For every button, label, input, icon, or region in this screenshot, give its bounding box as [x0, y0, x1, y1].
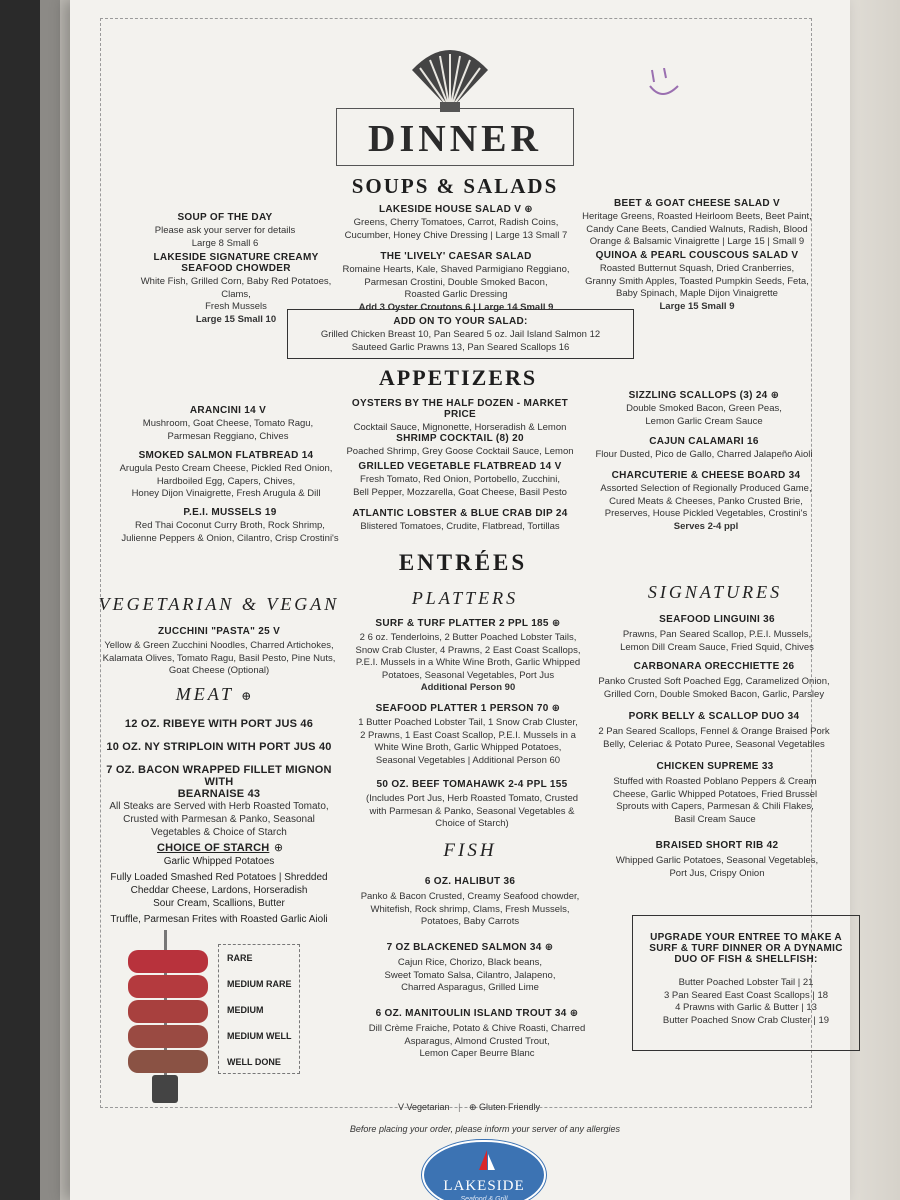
gluten-friendly-icon: ⊕ — [551, 703, 561, 714]
legend-vegetarian: Vegetarian — [406, 1102, 450, 1112]
caesar-name: THE 'LIVELY' CAESAR SALAD — [380, 251, 532, 262]
fillet-name-2: BEARNAISE 43 — [177, 788, 261, 800]
charcuterie-board — [588, 470, 824, 533]
short-rib-name: BRAISED SHORT RIB 42 — [655, 840, 779, 851]
addon-title: ADD ON TO YOUR SALAD: — [393, 316, 528, 327]
legend-gluten: Gluten Friendly — [479, 1102, 541, 1112]
scallops-desc-2: Lemon Garlic Cream Sauce — [645, 415, 763, 427]
mussels-name: P.E.I. MUSSELS 19 — [183, 507, 277, 518]
beet-salad — [572, 198, 822, 249]
vegetarian-icon: V — [773, 198, 780, 209]
vegetarian-icon: V — [554, 461, 562, 472]
ny-striploin: 10 OZ. NY STRIPLOIN WITH PORT JUS 40 — [106, 741, 332, 753]
soup-of-day — [130, 212, 320, 250]
carbonara — [596, 661, 832, 701]
doneness-well-done: WELL DONE — [227, 1057, 281, 1067]
tomahawk-name: 50 OZ. BEEF TOMAHAWK 2-4 PPL 155 — [376, 779, 568, 790]
caesar-price: Add 3 Oyster Croutons 6 | Large 14 Small 9 — [358, 301, 554, 313]
shrimp-name: SHRIMP COCKTAIL (8) 20 — [396, 433, 524, 444]
scallop-shell-icon — [402, 40, 498, 114]
salmon-name — [352, 942, 588, 953]
mussels-desc-2: Julienne Peppers & Onion, Cilantro, Crisp Crostini's — [121, 532, 339, 544]
calamari-name: CAJUN CALAMARI 16 — [649, 436, 759, 447]
surf-turf-desc-5: Additional Person 90 — [420, 682, 516, 693]
quinoa-name — [572, 250, 822, 261]
vegetarian-icon: V — [791, 250, 799, 261]
caesar-desc-1: Romaine Hearts, Kale, Shaved Parmigiano Reggiano, — [342, 264, 570, 275]
beet-salad-name — [572, 198, 822, 209]
charcuterie-desc-4: Serves 2-4 ppl — [673, 520, 739, 532]
charcuterie-name: CHARCUTERIE & CHEESE BOARD 34 — [611, 470, 801, 481]
vegetarian-icon: V — [398, 1102, 405, 1112]
mussels-desc-1: Red Thai Coconut Curry Broth, Rock Shrimp, — [135, 520, 325, 531]
charcuterie-desc-3: Preserves, House Pickled Vegetables, Crostini's — [604, 508, 808, 519]
blackened-salmon — [352, 942, 588, 995]
charcuterie-desc-1: Assorted Selection of Regionally Produced Game, — [600, 483, 812, 494]
veg-flatbread-label: GRILLED VEGETABLE FLATBREAD 14 — [358, 461, 552, 472]
arancini-desc-1: Mushroom, Goat Cheese, Tomato Ragu, — [142, 418, 314, 429]
sizzling-scallops — [588, 390, 820, 428]
vegetarian-icon: V — [514, 204, 522, 215]
starch-heading-label: CHOICE OF STARCH — [156, 842, 270, 854]
seafood-platter-name — [352, 703, 584, 714]
doneness-medium-well: MEDIUM WELL — [227, 1031, 292, 1041]
tomahawk-desc-3: Choice of Starch) — [435, 818, 509, 829]
gluten-friendly-icon: ⊕ — [241, 689, 255, 703]
seafood-platter-desc-4: Seasonal Vegetables | Additional Person 60 — [375, 754, 561, 766]
chicken-desc-3: Sprouts with Capers, Parmesan & Chili Flakes, — [616, 801, 814, 812]
chicken-desc-4: Basil Cream Sauce — [674, 813, 756, 825]
house-salad-label: LAKESIDE HOUSE SALAD — [379, 204, 512, 215]
upgrade-line-2: 3 Pan Seared East Coast Scallops | 18 — [663, 989, 829, 1001]
soup-of-day-desc: Please ask your server for details — [154, 225, 296, 236]
salmon-desc-2: Sweet Tomato Salsa, Cilantro, Jalapeno, — [384, 969, 556, 981]
salmon-desc-1: Cajun Rice, Chorizo, Black beans, — [397, 957, 543, 968]
shrimp-cocktail — [340, 433, 580, 459]
doneness-medium-rare: MEDIUM RARE — [227, 979, 292, 989]
upgrade-line-1: Butter Poached Lobster Tail | 21 — [678, 977, 814, 988]
starch-option-1: Garlic Whipped Potatoes — [163, 856, 275, 867]
salmon-flatbread-desc-1: Arugula Pesto Cream Cheese, Pickled Red Onion, — [119, 463, 333, 474]
salmon-desc-3: Charred Asparagus, Grilled Lime — [401, 982, 539, 993]
zucchini-desc-3: Goat Cheese (Optional) — [168, 665, 270, 676]
starch-option-2b: Cheddar Cheese, Lardons, Horseradish — [130, 885, 308, 896]
linguini-name: SEAFOOD LINGUINI 36 — [659, 614, 775, 625]
scallops-name — [588, 390, 820, 401]
skewer-handle — [152, 1075, 178, 1103]
seafood-platter-desc-1: 1 Butter Poached Lobster Tail, 1 Snow Crab Cluster, — [358, 717, 578, 728]
chicken-supreme — [600, 761, 830, 826]
doneness-rare: RARE — [227, 953, 253, 963]
chowder-desc-2: Fresh Mussels — [205, 301, 267, 312]
legend — [398, 1102, 578, 1113]
chowder-name-1: LAKESIDE SIGNATURE CREAMY — [153, 252, 319, 263]
lobster-dip-name: ATLANTIC LOBSTER & BLUE CRAB DIP 24 — [352, 508, 568, 519]
gluten-friendly-icon: ⊕ — [468, 1102, 477, 1112]
surf-turf-desc-1: 2 6 oz. Tenderloins, 2 Butter Poached Lobster Tails, — [359, 632, 577, 643]
surf-turf-desc-3: P.E.I. Mussels in a White Wine Broth, Garlic Whipped — [355, 657, 581, 668]
salad-addon-box — [287, 309, 634, 359]
beet-desc-1: Heritage Greens, Roasted Heirloom Beets, Beet Paint, — [582, 211, 812, 222]
chowder-price: Large 15 Small 10 — [195, 313, 277, 325]
steak-slice-well-done — [128, 1050, 208, 1073]
starch-option-2a: Fully Loaded Smashed Red Potatoes | Shredded — [110, 872, 328, 883]
page-title: DINNER — [368, 118, 542, 160]
upgrade-title-3: DUO OF FISH & SHELLFISH: — [674, 954, 818, 965]
vegetarian-vegan-heading: VEGETARIAN & VEGAN — [98, 594, 340, 614]
oysters-name: OYSTERS BY THE HALF DOZEN - MARKET PRICE — [351, 398, 569, 420]
pei-mussels — [112, 507, 348, 545]
short-rib-desc-2: Port Jus, Crispy Onion — [669, 867, 765, 879]
house-salad-desc-2: Cucumber, Honey Chive Dressing | Large 13 Small 7 — [344, 229, 568, 241]
surf-turf-desc-2: Snow Crab Cluster, 4 Prawns, 2 East Coast Scallops, — [355, 644, 581, 656]
seafood-platter-desc-3: White Wine Broth, Garlic Whipped Potatoes, — [374, 742, 562, 753]
halibut-desc-1: Panko & Bacon Crusted, Creamy Seafood chowder, — [360, 891, 580, 902]
gluten-friendly-icon: ⊕ — [770, 390, 780, 401]
starch-option-3: Truffle, Parmesan Frites with Roasted Garlic Aioli — [110, 914, 328, 925]
surf-turf-label: SURF & TURF PLATTER 2 PPL 185 — [375, 618, 549, 629]
quinoa-desc-3: Baby Spinach, Maple Dijon Vinaigrette — [616, 288, 778, 299]
salmon-flatbread-desc-3: Honey Dijon Vinaigrette, Fresh Arugula & Dill — [131, 488, 321, 499]
caesar-salad — [340, 251, 572, 314]
house-salad-desc-1: Greens, Cherry Tomatoes, Carrot, Radish Coins, — [353, 217, 559, 228]
quinoa-salad — [572, 250, 822, 313]
smoked-salmon-flatbread — [112, 450, 340, 501]
logo-tagline: Seafood & Grill — [460, 1196, 508, 1200]
linguini-desc-1: Prawns, Pan Seared Scallop, P.E.I. Mussels, — [622, 629, 812, 640]
oysters — [340, 398, 580, 435]
surf-turf-desc-4: Potatoes, Seasonal Vegetables, Port Jus — [381, 669, 555, 681]
soup-of-day-price: Large 8 Small 6 — [191, 237, 259, 249]
salmon-flatbread-name: SMOKED SALMON FLATBREAD 14 — [138, 450, 314, 461]
chowder-name-2: SEAFOOD CHOWDER — [181, 263, 291, 274]
trout-desc-1: Dill Crème Fraiche, Potato & Chive Roasti, Charred — [368, 1023, 586, 1034]
upgrade-title-2: SURF & TURF DINNER OR A DYNAMIC — [649, 943, 843, 954]
veg-flatbread-desc-2: Bell Pepper, Mozzarella, Goat Cheese, Basil Pesto — [353, 486, 567, 498]
legend-divider: | — [458, 1102, 461, 1112]
lakeside-logo — [422, 1140, 546, 1200]
platters-heading: PLATTERS — [411, 588, 519, 608]
beet-desc-2: Candy Cane Beets, Candied Walnuts, Radish, Blood — [586, 223, 808, 235]
halibut-desc-2: Whitefish, Rock shrimp, Clams, Fresh Mussels, — [370, 903, 570, 915]
gluten-friendly-icon: ⊕ — [551, 618, 561, 629]
starch-option-2c: Sour Cream, Scallions, Butter — [153, 898, 285, 909]
steak-slice-medium-rare — [128, 975, 208, 998]
chowder-desc-1: White Fish, Grilled Corn, Baby Red Potatoes, Clams, — [140, 276, 332, 300]
shrimp-desc: Poached Shrimp, Grey Goose Cocktail Sauce, Lemon — [346, 446, 574, 457]
short-rib-desc-1: Whipped Garlic Potatoes, Seasonal Vegetables, — [615, 855, 819, 866]
scallops-desc-1: Double Smoked Bacon, Green Peas, — [626, 403, 782, 414]
meat-heading-label: MEAT — [175, 684, 234, 704]
chicken-name: CHICKEN SUPREME 33 — [656, 761, 774, 772]
chicken-desc-2: Cheese, Garlic Whipped Potatoes, Fried Brussel — [612, 788, 818, 800]
beef-tomahawk — [352, 779, 592, 831]
surf-turf-name — [352, 618, 584, 629]
steak-slice-medium-well — [128, 1025, 208, 1048]
seafood-platter — [352, 703, 584, 767]
smiley-doodle-icon — [648, 68, 682, 100]
starch-heading — [130, 838, 310, 856]
starch-options — [86, 855, 352, 926]
seafood-platter-desc-2: 2 Prawns, 1 East Coast Scallop, P.E.I. Mussels in a — [360, 729, 576, 741]
linguini-desc-2: Lemon Dill Cream Sauce, Fried Squid, Chives — [620, 641, 814, 653]
scallops-label: SIZZLING SCALLOPS (3) 24 — [628, 390, 768, 401]
signatures-heading: SIGNATURES — [647, 582, 783, 602]
quinoa-price: Large 15 Small 9 — [659, 300, 735, 312]
charcuterie-desc-2: Cured Meats & Cheeses, Panko Crusted Brie, — [609, 495, 803, 507]
house-salad-name — [340, 204, 572, 215]
zucchini-desc-2: Kalamata Olives, Tomato Ragu, Basil Pesto, Pine Nuts, — [102, 652, 336, 664]
arancini-label: ARANCINI 14 — [189, 405, 256, 416]
arancini-name — [128, 405, 328, 416]
fillet-mignon — [92, 764, 346, 800]
fish-heading: FISH — [443, 840, 497, 861]
caesar-desc-2: Parmesan Crostini, Double Smoked Bacon, — [364, 276, 548, 288]
veg-flatbread-name — [340, 461, 580, 472]
tomahawk-desc-2: with Parmesan & Panko, Seasonal Vegetables & — [369, 805, 575, 817]
house-salad — [340, 204, 572, 242]
halibut — [352, 876, 588, 929]
trout-desc-3: Lemon Caper Beurre Blanc — [419, 1048, 535, 1059]
upgrade-box — [632, 915, 860, 1051]
gluten-friendly-icon: ⊕ — [273, 842, 284, 854]
soups-salads-heading: SOUPS & SALADS — [351, 174, 559, 198]
entrees-heading: ENTRÉES — [398, 550, 528, 575]
allergy-note: Before placing your order, please inform your server of any allergies — [349, 1124, 621, 1134]
zucchini-pasta — [96, 626, 342, 678]
steak-note-1: All Steaks are Served with Herb Roasted Tomato, — [109, 801, 329, 812]
soup-of-day-name: SOUP OF THE DAY — [177, 212, 273, 223]
halibut-name: 6 OZ. HALIBUT 36 — [424, 876, 516, 887]
salmon-flatbread-desc-2: Hardboiled Egg, Capers, Chives, — [156, 475, 296, 487]
steak-slice-rare — [128, 950, 208, 973]
steak-slice-medium — [128, 1000, 208, 1023]
gluten-friendly-icon: ⊕ — [544, 942, 554, 953]
addon-line-2: Sauteed Garlic Prawns 13, Pan Seared Scallops 16 — [351, 341, 570, 353]
pork-belly-desc-1: 2 Pan Seared Scallops, Fennel & Orange Braised Pork — [598, 726, 830, 737]
upgrade-line-4: Butter Poached Snow Crab Cluster | 19 — [662, 1014, 830, 1026]
vegetarian-icon: V — [259, 405, 267, 416]
zucchini-name — [96, 626, 342, 637]
logo-name: LAKESIDE — [443, 1178, 525, 1194]
trout-desc-2: Asparagus, Almond Crusted Trout, — [404, 1035, 550, 1047]
pork-belly-name: PORK BELLY & SCALLOP DUO 34 — [628, 711, 800, 722]
steak-note-2: Crusted with Parmesan & Panko, Seasonal — [123, 814, 315, 825]
seafood-linguini — [606, 614, 828, 654]
caesar-desc-3: Roasted Garlic Dressing — [404, 289, 508, 300]
doneness-medium: MEDIUM — [227, 1005, 264, 1015]
trout-label: 6 OZ. MANITOULIN ISLAND TROUT 34 — [375, 1008, 567, 1019]
quinoa-label: QUINOA & PEARL COUSCOUS SALAD — [595, 250, 789, 261]
fillet-name-1: 7 OZ. BACON WRAPPED FILLET MIGNON WITH — [106, 764, 332, 788]
addon-line-1: Grilled Chicken Breast 10, Pan Seared 5 oz. Jail Island Salmon 12 — [320, 329, 601, 340]
carbonara-desc-2: Grilled Corn, Double Smoked Bacon, Garlic, Parsley — [603, 688, 825, 700]
ribeye: 12 OZ. RIBEYE WITH PORT JUS 46 — [124, 718, 314, 730]
beet-desc-3: Orange & Balsamic Vinaigrette | Large 15 | Small 9 — [589, 236, 805, 247]
halibut-desc-3: Potatoes, Baby Carrots — [420, 916, 520, 927]
sailboat-icon — [476, 1148, 498, 1174]
zucchini-label: ZUCCHINI "PASTA" 25 — [157, 626, 270, 637]
zucchini-desc-1: Yellow & Green Zucchini Noodles, Charred Artichokes, — [104, 640, 334, 651]
arancini-desc-2: Parmesan Reggiano, Chives — [167, 430, 289, 442]
braised-short-rib — [604, 840, 830, 880]
quinoa-desc-1: Roasted Butternut Squash, Dried Cranberries, — [599, 263, 795, 274]
carbonara-desc-1: Panko Crusted Soft Poached Egg, Caramelized Onion, — [598, 676, 830, 687]
gluten-friendly-icon: ⊕ — [524, 204, 533, 215]
surf-turf-platter — [352, 618, 584, 695]
cajun-calamari — [588, 436, 820, 462]
lobster-crab-dip — [340, 508, 580, 534]
gluten-friendly-icon: ⊕ — [569, 1008, 579, 1019]
appetizers-heading: APPETIZERS — [378, 365, 538, 390]
chicken-desc-1: Stuffed with Roasted Poblano Peppers & Cream — [613, 776, 817, 787]
grilled-veg-flatbread — [340, 461, 580, 499]
arancini — [128, 405, 328, 443]
seafood-platter-label: SEAFOOD PLATTER 1 PERSON 70 — [375, 703, 549, 714]
upgrade-title-1: UPGRADE YOUR ENTREE TO MAKE A — [650, 932, 842, 943]
pork-belly-desc-2: Belly, Celeriac & Potato Puree, Seasonal Vegetables — [603, 738, 825, 750]
carbonara-name: CARBONARA ORECCHIETTE 26 — [633, 661, 795, 672]
beet-salad-label: BEET & GOAT CHEESE SALAD — [614, 198, 770, 209]
meat-heading — [150, 684, 280, 705]
oysters-desc: Cocktail Sauce, Mignonette, Horseradish & Lemon — [353, 422, 567, 433]
steak-note-3: Vegetables & Choice of Starch — [151, 827, 287, 838]
quinoa-desc-2: Granny Smith Apples, Toasted Pumpkin Seeds, Feta, — [585, 275, 809, 287]
calamari-desc: Flour Dusted, Pico de Gallo, Charred Jalapeño Aioli — [595, 449, 813, 460]
trout-name — [352, 1008, 602, 1019]
steak-note — [92, 800, 346, 839]
doneness-chart — [218, 944, 300, 1074]
vegetarian-icon: V — [273, 626, 281, 637]
veg-flatbread-desc-1: Fresh Tomato, Red Onion, Portobello, Zucchini, — [360, 474, 560, 485]
lobster-dip-desc: Blistered Tomatoes, Crudite, Flatbread, Tortillas — [360, 521, 560, 532]
tomahawk-desc-1: (Includes Port Jus, Herb Roasted Tomato, Crusted — [365, 793, 579, 804]
upgrade-line-3: 4 Prawns with Garlic & Butter | 13 — [675, 1002, 817, 1013]
manitoulin-trout — [352, 1008, 602, 1061]
salmon-label: 7 OZ BLACKENED SALMON 34 — [386, 942, 542, 953]
dinner-title-box — [336, 108, 574, 166]
pork-belly-scallop — [596, 711, 832, 751]
